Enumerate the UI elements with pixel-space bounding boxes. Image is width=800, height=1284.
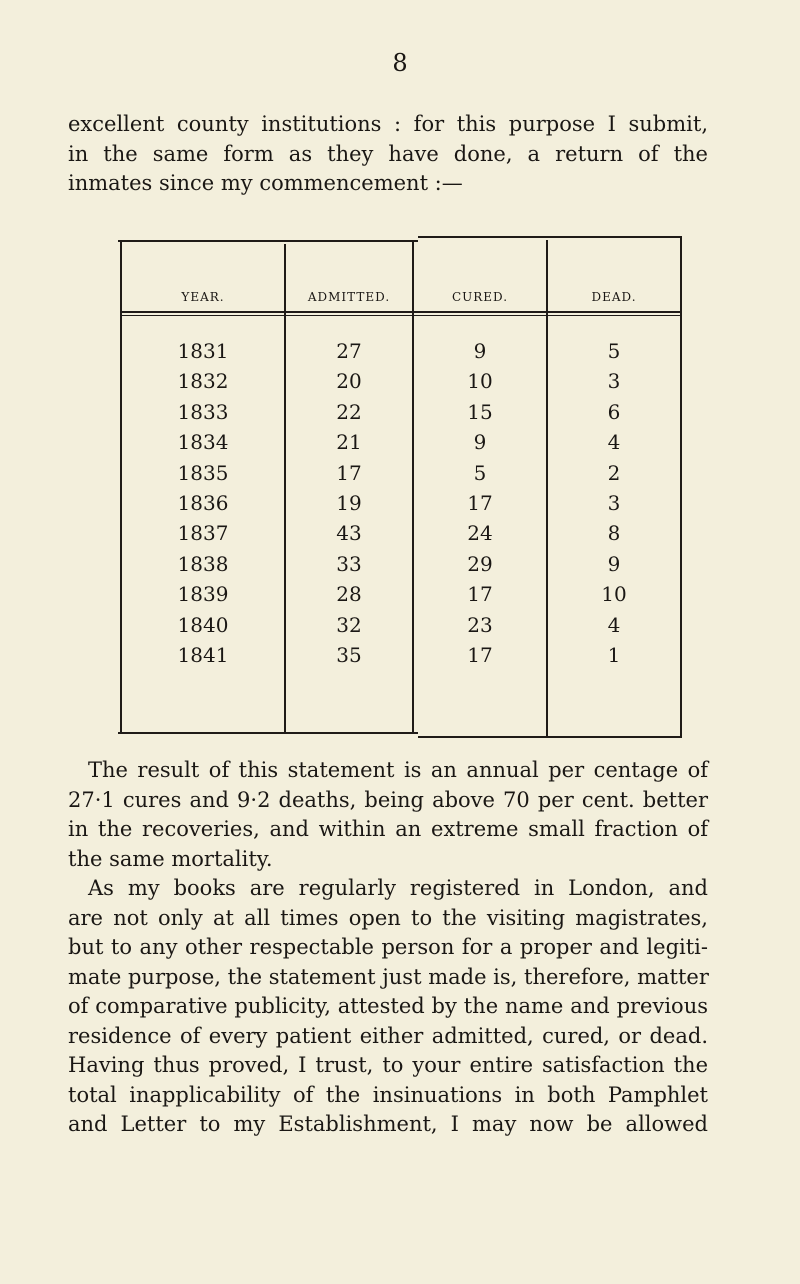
cell-dead: 4 [607, 430, 621, 455]
text-line: 27·1 cures and 9·2 deaths, being above 70 per cent. better [68, 787, 708, 812]
cell-year: 1834 [177, 430, 229, 455]
text-line: residence of every patient either admitted, cured, or dead. [68, 1023, 708, 1048]
text-line: total inapplicability of the insinuations in both Pamphlet [68, 1082, 708, 1107]
text-line: excellent county institutions : for this purpose I submit, [68, 112, 708, 136]
cell-year: 1832 [177, 369, 229, 394]
table-rule [418, 736, 682, 738]
intro-paragraph [68, 110, 708, 199]
column-cured [414, 336, 546, 670]
cell-admitted: 20 [336, 369, 362, 394]
cell-year: 1831 [177, 339, 229, 363]
cell-dead: 3 [607, 490, 621, 515]
table-rule [118, 732, 418, 734]
header-admitted: ADMITTED. [307, 290, 391, 304]
cell-cured: 17 [467, 582, 493, 607]
text-line: As my books are regularly registered in London, and [88, 876, 708, 900]
text-line: are not only at all times open to the visiting magistrates, [68, 905, 708, 930]
cell-dead: 1 [607, 642, 621, 667]
cell-dead: 4 [607, 612, 621, 637]
cell-cured: 23 [467, 612, 493, 637]
header-cured: CURED. [451, 290, 509, 304]
page-number: 8 [392, 49, 408, 77]
header-dead: DEAD. [591, 290, 637, 304]
cell-dead: 8 [607, 521, 621, 546]
cell-dead: 6 [607, 399, 621, 424]
cell-dead: 3 [607, 369, 621, 394]
cell-dead: 5 [607, 339, 621, 363]
cell-cured: 9 [473, 339, 487, 363]
header-rule [122, 311, 680, 313]
cell-admitted: 32 [336, 612, 362, 637]
cell-admitted: 22 [336, 399, 362, 424]
column-year [122, 336, 284, 670]
cell-admitted: 27 [336, 339, 362, 363]
cell-cured: 15 [467, 399, 493, 424]
cell-cured: 17 [467, 490, 493, 515]
cell-year: 1837 [177, 521, 229, 546]
text-line: inmates since my commencement :— [68, 171, 463, 195]
table-rule [418, 236, 682, 238]
cell-year: 1833 [177, 399, 229, 424]
cell-admitted: 19 [336, 490, 362, 515]
text-line: and Letter to my Establishment, I may now be allowed [68, 1112, 708, 1136]
text-line: in the recoveries, and within an extreme small fraction of [68, 817, 708, 841]
cell-dead: 9 [607, 551, 621, 576]
cell-year: 1838 [177, 551, 229, 576]
header-rule [122, 315, 680, 316]
cell-cured: 9 [473, 430, 487, 455]
cell-cured: 17 [467, 642, 493, 667]
cell-year: 1836 [177, 490, 229, 515]
column-rule [680, 236, 682, 738]
column-dead [548, 336, 680, 670]
text-line: of comparative publicity, attested by the name and previous [68, 994, 708, 1018]
cell-year: 1835 [177, 460, 229, 485]
table-rule [118, 240, 418, 242]
cell-cured: 5 [473, 460, 487, 485]
text-line: Having thus proved, I trust, to your entire satisfaction the [68, 1053, 708, 1077]
cell-admitted: 17 [336, 460, 362, 485]
cell-admitted: 28 [336, 582, 362, 607]
cell-admitted: 43 [336, 521, 362, 546]
column-admitted [286, 336, 412, 670]
cell-admitted: 33 [336, 551, 362, 576]
return-table [118, 240, 682, 736]
header-year: YEAR. [181, 290, 225, 304]
text-line: but to any other respectable person for a proper and legiti- [68, 935, 708, 959]
cell-admitted: 21 [336, 430, 362, 455]
cell-cured: 10 [467, 369, 493, 394]
text-line: mate purpose, the statement just made is, therefore, matter [68, 964, 709, 989]
cell-cured: 24 [467, 521, 493, 546]
cell-dead: 2 [607, 460, 621, 485]
cell-year: 1840 [177, 612, 229, 637]
text-line: in the same form as they have done, a return of the [68, 141, 708, 166]
text-line: the same mortality. [68, 846, 273, 871]
cell-admitted: 35 [336, 642, 362, 667]
cell-cured: 29 [467, 551, 493, 576]
cell-dead: 10 [601, 582, 627, 607]
result-paragraph [68, 756, 708, 1140]
cell-year: 1841 [177, 642, 229, 667]
text-line: The result of this statement is an annual per centage of [88, 758, 708, 782]
cell-year: 1839 [177, 582, 229, 607]
